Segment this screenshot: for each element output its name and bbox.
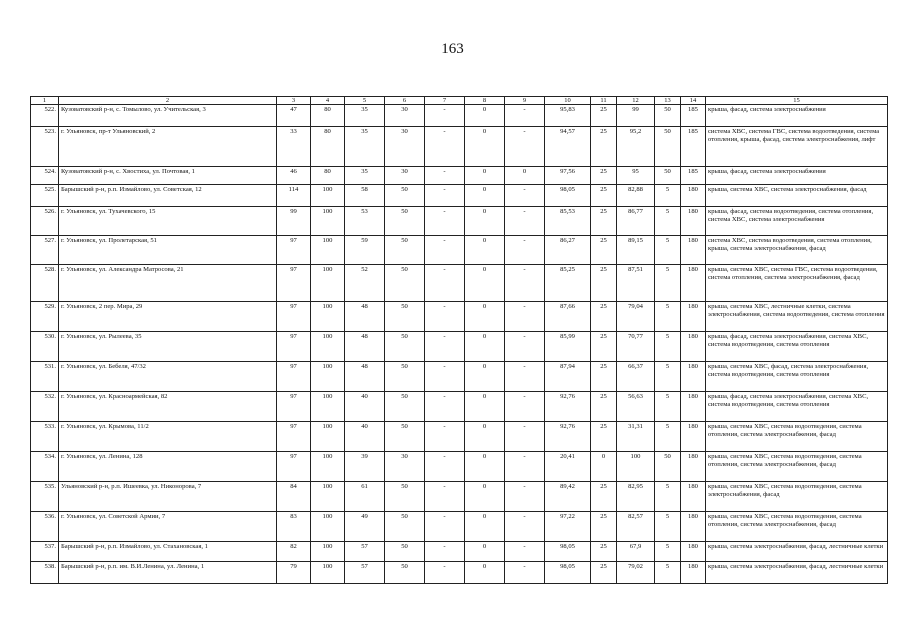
column-header: 2 bbox=[59, 97, 277, 105]
repair-table bbox=[30, 96, 888, 584]
value-cell: 50 bbox=[385, 482, 425, 512]
value-cell: 0 bbox=[465, 422, 505, 452]
value-cell: 5 bbox=[655, 392, 681, 422]
row-number: 534. bbox=[31, 452, 59, 482]
value-cell: 97 bbox=[277, 265, 311, 302]
table-row bbox=[31, 332, 888, 362]
value-cell: 25 bbox=[591, 105, 617, 127]
value-cell: 180 bbox=[681, 332, 706, 362]
value-cell: 0 bbox=[465, 452, 505, 482]
value-cell: 50 bbox=[655, 452, 681, 482]
value-cell: - bbox=[425, 542, 465, 562]
table-row bbox=[31, 392, 888, 422]
value-cell: 180 bbox=[681, 302, 706, 332]
value-cell: - bbox=[505, 332, 545, 362]
value-cell: - bbox=[425, 562, 465, 584]
address-cell: Барышский р-н, р.п. Измайлово, ул. Стахановская, 1 bbox=[59, 542, 277, 562]
work-types-cell: крыша, фасад, система электроснабжения bbox=[706, 167, 888, 185]
work-types-cell: система ХВС, система водоотведения, система отопления, крыша, система электроснабжения, фасад bbox=[706, 236, 888, 265]
work-types-cell: крыша, система ХВС, система водоотведения, система электроснабжения, фасад bbox=[706, 482, 888, 512]
value-cell: 180 bbox=[681, 185, 706, 207]
value-cell: 80 bbox=[311, 105, 345, 127]
value-cell: - bbox=[425, 362, 465, 392]
address-cell: Кузоватовский р-н, с. Хвостиха, ул. Почтовая, 1 bbox=[59, 167, 277, 185]
column-header: 14 bbox=[681, 97, 706, 105]
row-number: 537. bbox=[31, 542, 59, 562]
table-row bbox=[31, 185, 888, 207]
work-types-cell: крыша, система ХВС, система водоотведения, система отопления, система электроснабжения, фасад bbox=[706, 422, 888, 452]
value-cell: 185 bbox=[681, 105, 706, 127]
value-cell: 46 bbox=[277, 167, 311, 185]
address-cell: г. Ульяновск, ул. Пролетарская, 51 bbox=[59, 236, 277, 265]
value-cell: 53 bbox=[345, 207, 385, 236]
value-cell: 25 bbox=[591, 236, 617, 265]
address-cell: г. Ульяновск, 2 пер. Мира, 29 bbox=[59, 302, 277, 332]
table-row bbox=[31, 236, 888, 265]
value-cell: 100 bbox=[311, 482, 345, 512]
row-number: 530. bbox=[31, 332, 59, 362]
value-cell: 100 bbox=[311, 265, 345, 302]
work-types-cell: крыша, система ХВС, система ГВС, система водоотведения, система отопления, система электроснабжения, фасад bbox=[706, 265, 888, 302]
value-cell: - bbox=[505, 127, 545, 167]
value-cell: 0 bbox=[465, 332, 505, 362]
value-cell: 33 bbox=[277, 127, 311, 167]
value-cell: 185 bbox=[681, 167, 706, 185]
value-cell: 97 bbox=[277, 392, 311, 422]
value-cell: 0 bbox=[465, 185, 505, 207]
value-cell: 89,15 bbox=[617, 236, 655, 265]
value-cell: - bbox=[505, 302, 545, 332]
value-cell: 50 bbox=[655, 105, 681, 127]
value-cell: 50 bbox=[385, 265, 425, 302]
value-cell: - bbox=[425, 185, 465, 207]
row-number: 524. bbox=[31, 167, 59, 185]
column-header: 4 bbox=[311, 97, 345, 105]
value-cell: 95,2 bbox=[617, 127, 655, 167]
value-cell: 98,05 bbox=[545, 562, 591, 584]
value-cell: 25 bbox=[591, 362, 617, 392]
value-cell: 83 bbox=[277, 512, 311, 542]
address-cell: Кузоватовский р-н, с. Томылово, ул. Учительская, 3 bbox=[59, 105, 277, 127]
value-cell: 87,94 bbox=[545, 362, 591, 392]
value-cell: 57 bbox=[345, 562, 385, 584]
value-cell: 0 bbox=[465, 302, 505, 332]
work-types-cell: система ХВС, система ГВС, система водоотведения, система отопления, крыша, фасад, система электроснабжения, лифт bbox=[706, 127, 888, 167]
table-row bbox=[31, 542, 888, 562]
value-cell: 50 bbox=[385, 236, 425, 265]
work-types-cell: крыша, система ХВС, система водоотведения, система отопления, система электроснабжения, фасад bbox=[706, 452, 888, 482]
row-number: 527. bbox=[31, 236, 59, 265]
value-cell: 0 bbox=[465, 127, 505, 167]
value-cell: 5 bbox=[655, 482, 681, 512]
address-cell: Ульяновский р-н, р.п. Ишеевка, ул. Никонорова, 7 bbox=[59, 482, 277, 512]
value-cell: 100 bbox=[311, 302, 345, 332]
value-cell: - bbox=[425, 105, 465, 127]
value-cell: 100 bbox=[311, 332, 345, 362]
table-row bbox=[31, 562, 888, 584]
address-cell: г. Ульяновск, ул. Тухачевского, 15 bbox=[59, 207, 277, 236]
value-cell: 180 bbox=[681, 562, 706, 584]
value-cell: 86,27 bbox=[545, 236, 591, 265]
value-cell: 25 bbox=[591, 392, 617, 422]
value-cell: 39 bbox=[345, 452, 385, 482]
column-header: 15 bbox=[706, 97, 888, 105]
column-header: 8 bbox=[465, 97, 505, 105]
value-cell: 50 bbox=[385, 512, 425, 542]
value-cell: - bbox=[505, 482, 545, 512]
value-cell: 52 bbox=[345, 265, 385, 302]
value-cell: - bbox=[505, 392, 545, 422]
value-cell: 57 bbox=[345, 542, 385, 562]
table-row bbox=[31, 127, 888, 167]
value-cell: - bbox=[505, 562, 545, 584]
value-cell: 100 bbox=[311, 236, 345, 265]
value-cell: - bbox=[425, 207, 465, 236]
page-number: 163 bbox=[441, 41, 464, 57]
work-types-cell: крыша, система ХВС, фасад, система электроснабжения, система водоотведения, система отопления bbox=[706, 362, 888, 392]
value-cell: 49 bbox=[345, 512, 385, 542]
value-cell: 20,41 bbox=[545, 452, 591, 482]
value-cell: 95 bbox=[617, 167, 655, 185]
value-cell: 5 bbox=[655, 562, 681, 584]
value-cell: 25 bbox=[591, 482, 617, 512]
value-cell: 79,04 bbox=[617, 302, 655, 332]
value-cell: 0 bbox=[465, 562, 505, 584]
row-number: 531. bbox=[31, 362, 59, 392]
row-number: 533. bbox=[31, 422, 59, 452]
value-cell: 30 bbox=[385, 127, 425, 167]
value-cell: 30 bbox=[385, 105, 425, 127]
value-cell: 80 bbox=[311, 127, 345, 167]
value-cell: 50 bbox=[385, 422, 425, 452]
value-cell: 180 bbox=[681, 362, 706, 392]
address-cell: г. Ульяновск, ул. Александра Матросова, 21 bbox=[59, 265, 277, 302]
value-cell: 97 bbox=[277, 452, 311, 482]
table-body bbox=[31, 105, 888, 584]
value-cell: 0 bbox=[465, 236, 505, 265]
value-cell: - bbox=[425, 512, 465, 542]
value-cell: 0 bbox=[465, 482, 505, 512]
value-cell: 50 bbox=[655, 127, 681, 167]
table-row bbox=[31, 452, 888, 482]
value-cell: 84 bbox=[277, 482, 311, 512]
value-cell: 0 bbox=[465, 105, 505, 127]
row-number: 538. bbox=[31, 562, 59, 584]
column-header: 9 bbox=[505, 97, 545, 105]
value-cell: 97 bbox=[277, 362, 311, 392]
value-cell: 25 bbox=[591, 207, 617, 236]
value-cell: 47 bbox=[277, 105, 311, 127]
value-cell: 98,05 bbox=[545, 542, 591, 562]
value-cell: - bbox=[425, 302, 465, 332]
value-cell: - bbox=[505, 207, 545, 236]
header-row bbox=[31, 97, 888, 105]
value-cell: 180 bbox=[681, 482, 706, 512]
value-cell: 25 bbox=[591, 542, 617, 562]
value-cell: 50 bbox=[385, 542, 425, 562]
table-row bbox=[31, 362, 888, 392]
value-cell: 25 bbox=[591, 562, 617, 584]
value-cell: 100 bbox=[311, 542, 345, 562]
value-cell: - bbox=[505, 512, 545, 542]
value-cell: 99 bbox=[617, 105, 655, 127]
value-cell: 0 bbox=[465, 362, 505, 392]
value-cell: 35 bbox=[345, 127, 385, 167]
value-cell: 40 bbox=[345, 422, 385, 452]
value-cell: 82,88 bbox=[617, 185, 655, 207]
value-cell: 97 bbox=[277, 302, 311, 332]
value-cell: 180 bbox=[681, 452, 706, 482]
value-cell: - bbox=[505, 542, 545, 562]
value-cell: 5 bbox=[655, 302, 681, 332]
value-cell: 5 bbox=[655, 332, 681, 362]
table-row bbox=[31, 265, 888, 302]
value-cell: - bbox=[505, 105, 545, 127]
value-cell: 25 bbox=[591, 127, 617, 167]
value-cell: 89,42 bbox=[545, 482, 591, 512]
work-types-cell: крыша, фасад, система электроснабжения, система ХВС, система водоотведения, система отопления bbox=[706, 332, 888, 362]
value-cell: 5 bbox=[655, 362, 681, 392]
value-cell: 0 bbox=[465, 512, 505, 542]
value-cell: 180 bbox=[681, 207, 706, 236]
table-row bbox=[31, 302, 888, 332]
value-cell: 100 bbox=[311, 562, 345, 584]
column-header: 1 bbox=[31, 97, 59, 105]
row-number: 535. bbox=[31, 482, 59, 512]
value-cell: - bbox=[425, 452, 465, 482]
value-cell: 50 bbox=[385, 392, 425, 422]
value-cell: 97 bbox=[277, 236, 311, 265]
value-cell: 97 bbox=[277, 422, 311, 452]
table-row bbox=[31, 207, 888, 236]
value-cell: - bbox=[505, 422, 545, 452]
value-cell: 100 bbox=[311, 512, 345, 542]
value-cell: 59 bbox=[345, 236, 385, 265]
value-cell: 98,05 bbox=[545, 185, 591, 207]
value-cell: 56,63 bbox=[617, 392, 655, 422]
value-cell: 0 bbox=[465, 392, 505, 422]
value-cell: 0 bbox=[465, 542, 505, 562]
address-cell: Барышский р-н, р.п. Измайлово, ул. Советская, 12 bbox=[59, 185, 277, 207]
value-cell: 0 bbox=[465, 207, 505, 236]
address-cell: г. Ульяновск, ул. Бебеля, 47/32 bbox=[59, 362, 277, 392]
value-cell: 25 bbox=[591, 422, 617, 452]
value-cell: 80 bbox=[311, 167, 345, 185]
value-cell: 25 bbox=[591, 512, 617, 542]
value-cell: 50 bbox=[655, 167, 681, 185]
column-header: 3 bbox=[277, 97, 311, 105]
row-number: 529. bbox=[31, 302, 59, 332]
value-cell: 50 bbox=[385, 302, 425, 332]
value-cell: 92,76 bbox=[545, 392, 591, 422]
value-cell: 85,53 bbox=[545, 207, 591, 236]
value-cell: 70,77 bbox=[617, 332, 655, 362]
value-cell: - bbox=[425, 392, 465, 422]
table-row bbox=[31, 422, 888, 452]
work-types-cell: крыша, система ХВС, лестничные клетки, система электроснабжения, система водоотведения, система отопления bbox=[706, 302, 888, 332]
value-cell: - bbox=[505, 265, 545, 302]
value-cell: - bbox=[425, 482, 465, 512]
value-cell: - bbox=[425, 422, 465, 452]
value-cell: 87,51 bbox=[617, 265, 655, 302]
value-cell: 25 bbox=[591, 302, 617, 332]
work-types-cell: крыша, фасад, система электроснабжения, система ХВС, система водоотведения, система отопления bbox=[706, 392, 888, 422]
value-cell: 50 bbox=[385, 185, 425, 207]
value-cell: 95,83 bbox=[545, 105, 591, 127]
address-cell: г. Ульяновск, ул. Ленина, 128 bbox=[59, 452, 277, 482]
value-cell: - bbox=[425, 332, 465, 362]
value-cell: 82 bbox=[277, 542, 311, 562]
address-cell: г. Ульяновск, ул. Рылеева, 35 bbox=[59, 332, 277, 362]
value-cell: 5 bbox=[655, 207, 681, 236]
work-types-cell: крыша, система электроснабжения, фасад, лестничные клетки bbox=[706, 562, 888, 584]
address-cell: г. Ульяновск, ул. Красноармейская, 82 bbox=[59, 392, 277, 422]
value-cell: 25 bbox=[591, 185, 617, 207]
work-types-cell: крыша, система ХВС, система электроснабжения, фасад bbox=[706, 185, 888, 207]
table-row bbox=[31, 167, 888, 185]
value-cell: 82,57 bbox=[617, 512, 655, 542]
column-header: 13 bbox=[655, 97, 681, 105]
value-cell: 97,56 bbox=[545, 167, 591, 185]
row-number: 532. bbox=[31, 392, 59, 422]
column-header: 11 bbox=[591, 97, 617, 105]
row-number: 522. bbox=[31, 105, 59, 127]
value-cell: 100 bbox=[311, 185, 345, 207]
value-cell: 31,31 bbox=[617, 422, 655, 452]
value-cell: 100 bbox=[311, 362, 345, 392]
address-cell: Барышский р-н, р.п. им. В.И.Ленина, ул. Ленина, 1 bbox=[59, 562, 277, 584]
column-header: 5 bbox=[345, 97, 385, 105]
value-cell: 97,22 bbox=[545, 512, 591, 542]
value-cell: - bbox=[425, 167, 465, 185]
value-cell: 180 bbox=[681, 542, 706, 562]
value-cell: 0 bbox=[505, 167, 545, 185]
value-cell: 5 bbox=[655, 542, 681, 562]
value-cell: 5 bbox=[655, 422, 681, 452]
value-cell: - bbox=[425, 265, 465, 302]
row-number: 526. bbox=[31, 207, 59, 236]
value-cell: 25 bbox=[591, 265, 617, 302]
value-cell: 50 bbox=[385, 332, 425, 362]
table-row bbox=[31, 105, 888, 127]
value-cell: 5 bbox=[655, 185, 681, 207]
value-cell: 87,66 bbox=[545, 302, 591, 332]
value-cell: 100 bbox=[311, 207, 345, 236]
address-cell: г. Ульяновск, пр-т Ульяновский, 2 bbox=[59, 127, 277, 167]
value-cell: - bbox=[505, 185, 545, 207]
value-cell: 180 bbox=[681, 265, 706, 302]
value-cell: 25 bbox=[591, 332, 617, 362]
value-cell: 99 bbox=[277, 207, 311, 236]
value-cell: 97 bbox=[277, 332, 311, 362]
value-cell: 61 bbox=[345, 482, 385, 512]
value-cell: 100 bbox=[311, 392, 345, 422]
row-number: 536. bbox=[31, 512, 59, 542]
column-header: 12 bbox=[617, 97, 655, 105]
value-cell: - bbox=[505, 452, 545, 482]
value-cell: 66,37 bbox=[617, 362, 655, 392]
table-row bbox=[31, 482, 888, 512]
value-cell: 50 bbox=[385, 207, 425, 236]
value-cell: 79 bbox=[277, 562, 311, 584]
value-cell: 67,9 bbox=[617, 542, 655, 562]
value-cell: 5 bbox=[655, 512, 681, 542]
value-cell: 180 bbox=[681, 422, 706, 452]
value-cell: 100 bbox=[311, 422, 345, 452]
value-cell: 82,95 bbox=[617, 482, 655, 512]
value-cell: 180 bbox=[681, 236, 706, 265]
value-cell: 58 bbox=[345, 185, 385, 207]
value-cell: 5 bbox=[655, 265, 681, 302]
value-cell: 0 bbox=[465, 167, 505, 185]
address-cell: г. Ульяновск, ул. Советской Армии, 7 bbox=[59, 512, 277, 542]
value-cell: 50 bbox=[385, 362, 425, 392]
work-types-cell: крыша, система ХВС, система водоотведения, система отопления, система электроснабжения, фасад bbox=[706, 512, 888, 542]
address-cell: г. Ульяновск, ул. Крымова, 11/2 bbox=[59, 422, 277, 452]
value-cell: 185 bbox=[681, 127, 706, 167]
value-cell: - bbox=[425, 236, 465, 265]
value-cell: 0 bbox=[465, 265, 505, 302]
value-cell: 40 bbox=[345, 392, 385, 422]
value-cell: 92,76 bbox=[545, 422, 591, 452]
value-cell: 180 bbox=[681, 512, 706, 542]
value-cell: 0 bbox=[591, 452, 617, 482]
value-cell: 30 bbox=[385, 452, 425, 482]
value-cell: - bbox=[505, 362, 545, 392]
value-cell: 48 bbox=[345, 362, 385, 392]
column-header: 6 bbox=[385, 97, 425, 105]
value-cell: 86,77 bbox=[617, 207, 655, 236]
work-types-cell: крыша, фасад, система водоотведения, система отопления, система ХВС, система электроснабжения bbox=[706, 207, 888, 236]
value-cell: - bbox=[505, 236, 545, 265]
work-types-cell: крыша, фасад, система электроснабжения bbox=[706, 105, 888, 127]
value-cell: 25 bbox=[591, 167, 617, 185]
value-cell: 30 bbox=[385, 167, 425, 185]
value-cell: 35 bbox=[345, 105, 385, 127]
table-row bbox=[31, 512, 888, 542]
row-number: 525. bbox=[31, 185, 59, 207]
value-cell: 79,02 bbox=[617, 562, 655, 584]
row-number: 528. bbox=[31, 265, 59, 302]
value-cell: 85,99 bbox=[545, 332, 591, 362]
value-cell: 50 bbox=[385, 562, 425, 584]
value-cell: 48 bbox=[345, 332, 385, 362]
value-cell: 100 bbox=[617, 452, 655, 482]
value-cell: - bbox=[425, 127, 465, 167]
value-cell: 48 bbox=[345, 302, 385, 332]
value-cell: 5 bbox=[655, 236, 681, 265]
column-header: 7 bbox=[425, 97, 465, 105]
value-cell: 35 bbox=[345, 167, 385, 185]
value-cell: 180 bbox=[681, 392, 706, 422]
row-number: 523. bbox=[31, 127, 59, 167]
value-cell: 114 bbox=[277, 185, 311, 207]
work-types-cell: крыша, система электроснабжения, фасад, лестничные клетки bbox=[706, 542, 888, 562]
value-cell: 100 bbox=[311, 452, 345, 482]
value-cell: 94,57 bbox=[545, 127, 591, 167]
column-header: 10 bbox=[545, 97, 591, 105]
value-cell: 85,25 bbox=[545, 265, 591, 302]
